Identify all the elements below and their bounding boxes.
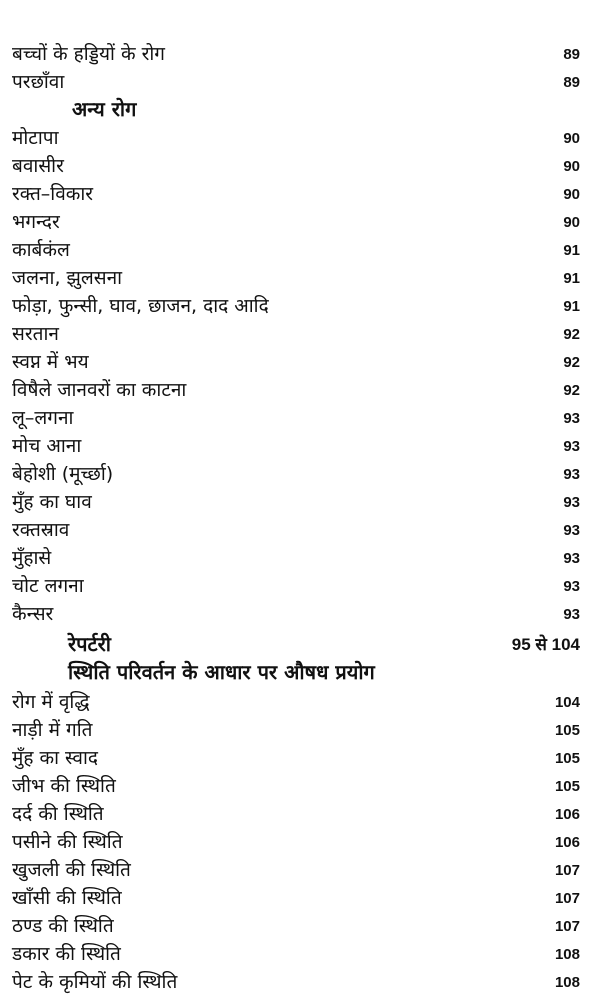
toc-entry xyxy=(0,320,600,348)
entry-page: 93 xyxy=(563,550,580,567)
section-heading xyxy=(0,658,600,686)
entry-title: बच्चों के हड्डियों के रोग xyxy=(12,43,165,65)
toc-entry xyxy=(0,572,600,600)
toc-entry xyxy=(0,264,600,292)
entry-title: खुजली की स्थिति xyxy=(12,859,131,881)
entry-title: मुँह का घाव xyxy=(12,491,92,513)
toc-entry xyxy=(0,856,600,884)
entry-page: 93 xyxy=(563,410,580,427)
entry-title: दर्द की स्थिति xyxy=(12,803,104,825)
toc-entry xyxy=(0,940,600,968)
entry-page: 90 xyxy=(563,186,580,203)
toc-entry xyxy=(0,40,600,68)
section-page: 95 से 104 xyxy=(511,635,580,654)
entry-page: 105 xyxy=(554,750,580,767)
section-title: अन्य रोग xyxy=(72,97,137,121)
entry-page: 93 xyxy=(563,606,580,623)
section-title: स्थिति परिवर्तन के आधार पर औषध प्रयोग xyxy=(68,660,375,684)
toc-entry xyxy=(0,800,600,828)
entry-page: 92 xyxy=(563,382,580,399)
section-title: रेपर्टरी xyxy=(68,632,111,656)
toc-entry xyxy=(0,68,600,96)
toc-entry xyxy=(0,688,600,716)
toc-entry xyxy=(0,292,600,320)
entry-title: जलना, झुलसना xyxy=(12,267,123,289)
entry-page: 89 xyxy=(563,74,580,91)
entry-page: 105 xyxy=(554,722,580,739)
entry-page: 107 xyxy=(554,890,580,907)
toc-entry xyxy=(0,968,600,996)
entry-title: चोट लगना xyxy=(12,575,84,597)
entry-title: मोच आना xyxy=(12,435,82,457)
entry-title: रक्त–विकार xyxy=(12,183,94,205)
entry-title: नाड़ी में गति xyxy=(12,719,93,741)
entry-page: 93 xyxy=(563,466,580,483)
toc-entry xyxy=(0,828,600,856)
toc-entry xyxy=(0,208,600,236)
entry-title: रक्तस्राव xyxy=(12,519,70,541)
toc-entry xyxy=(0,912,600,940)
entry-page: 104 xyxy=(554,694,580,711)
entry-page: 106 xyxy=(554,806,580,823)
entry-title: रोग में वृद्धि xyxy=(12,691,90,713)
entry-page: 93 xyxy=(563,494,580,511)
entry-title: बेहोशी (मूर्च्छा) xyxy=(12,463,114,485)
toc-entry xyxy=(0,376,600,404)
entry-page: 91 xyxy=(563,242,580,259)
entry-page: 90 xyxy=(563,214,580,231)
entry-title: कार्बकंल xyxy=(12,239,70,261)
entry-title: लू–लगना xyxy=(12,407,74,429)
entry-page: 106 xyxy=(554,834,580,851)
entry-page: 107 xyxy=(554,918,580,935)
entry-title: बवासीर xyxy=(12,155,64,177)
entry-page: 93 xyxy=(563,438,580,455)
entry-page: 92 xyxy=(563,326,580,343)
entry-page: 91 xyxy=(563,298,580,315)
toc-entry xyxy=(0,348,600,376)
entry-title: सरतान xyxy=(12,323,59,345)
entry-title: विषैले जानवरों का काटना xyxy=(12,379,187,401)
toc-entry xyxy=(0,516,600,544)
entry-title: जीभ की स्थिति xyxy=(12,775,116,797)
entry-page: 90 xyxy=(563,130,580,147)
entry-page: 91 xyxy=(563,270,580,287)
toc-entry xyxy=(0,432,600,460)
toc-entry xyxy=(0,124,600,152)
entry-page: 105 xyxy=(554,778,580,795)
toc-entry xyxy=(0,600,600,628)
entry-title: ठण्ड की स्थिति xyxy=(12,915,114,937)
entry-title: खाँसी की स्थिति xyxy=(12,887,122,909)
entry-page: 108 xyxy=(554,946,580,963)
toc-entry xyxy=(0,460,600,488)
entry-page: 89 xyxy=(563,46,580,63)
toc-entry xyxy=(0,152,600,180)
entry-page: 90 xyxy=(563,158,580,175)
entry-title: स्वप्न में भय xyxy=(12,351,89,373)
entry-page: 93 xyxy=(563,522,580,539)
entry-page: 92 xyxy=(563,354,580,371)
toc-entry xyxy=(0,488,600,516)
entry-title: मोटापा xyxy=(12,127,59,149)
entry-title: परछाँवा xyxy=(12,71,65,93)
entry-title: मुँह का स्वाद xyxy=(12,747,99,769)
entry-page: 93 xyxy=(563,578,580,595)
toc-entry xyxy=(0,236,600,264)
toc-entry xyxy=(0,884,600,912)
toc-entry xyxy=(0,772,600,800)
entry-title: फोड़ा, फुन्सी, घाव, छाजन, दाद आदि xyxy=(12,295,269,317)
toc-entry xyxy=(0,404,600,432)
entry-title: डकार की स्थिति xyxy=(12,943,121,965)
section-heading xyxy=(0,630,600,658)
toc-entry xyxy=(0,744,600,772)
toc-entry xyxy=(0,180,600,208)
toc-entry xyxy=(0,544,600,572)
entry-title: भगन्दर xyxy=(12,211,60,233)
entry-page: 108 xyxy=(554,974,580,991)
toc-entry xyxy=(0,716,600,744)
section-heading xyxy=(0,95,600,123)
entry-page: 107 xyxy=(554,862,580,879)
entry-title: कैन्सर xyxy=(12,603,54,625)
entry-title: पेट के कृमियों की स्थिति xyxy=(12,971,178,993)
entry-title: पसीने की स्थिति xyxy=(12,831,123,853)
entry-title: मुँहासे xyxy=(12,547,52,569)
